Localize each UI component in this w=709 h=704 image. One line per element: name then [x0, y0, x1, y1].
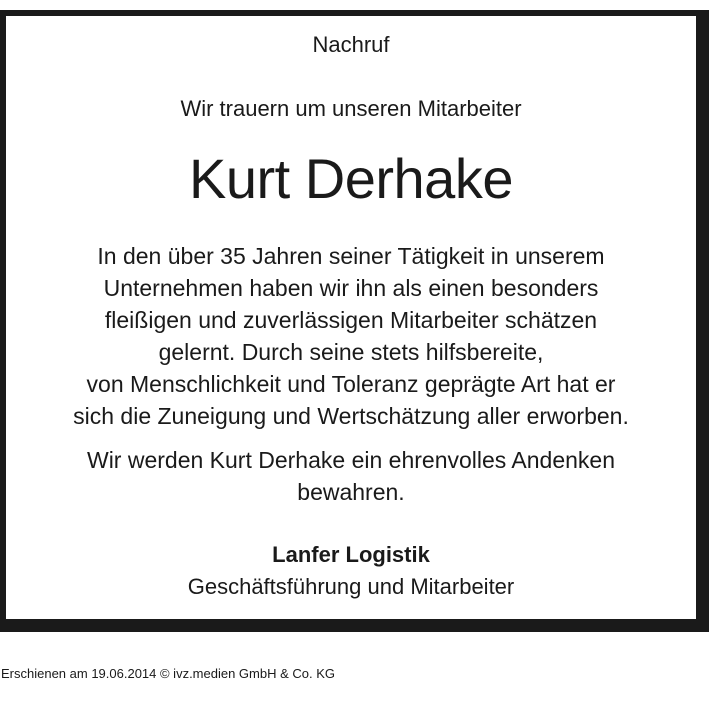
- body-line: sich die Zuneigung und Wertschätzung aller erworben.: [73, 403, 629, 429]
- publication-footer: Erschienen am 19.06.2014 © ivz.medien GmbH & Co. KG: [1, 666, 336, 681]
- company-name: Lanfer Logistik: [272, 542, 430, 567]
- closing-line: Wir werden Kurt Derhake ein ehrenvolles Andenken: [86, 447, 615, 473]
- signature-line: Geschäftsführung und Mitarbeiter: [187, 574, 515, 599]
- body-line: In den über 35 Jahren seiner Tätigkeit in unserem: [97, 243, 605, 269]
- body-line: gelernt. Durch seine stets hilfsbereite,: [158, 339, 544, 365]
- notice-heading: Nachruf: [312, 32, 390, 57]
- body-line: von Menschlichkeit und Toleranz geprägte Art hat er: [86, 371, 616, 397]
- body-line: Unternehmen haben wir ihn als einen besonders: [103, 275, 599, 301]
- deceased-name: Kurt Derhake: [189, 147, 513, 210]
- body-line: fleißigen und zuverlässigen Mitarbeiter schätzen: [104, 307, 598, 333]
- obituary-notice: [0, 10, 709, 632]
- notice-closing: [6, 444, 696, 508]
- notice-intro: Wir trauern um unseren Mitarbeiter: [180, 96, 522, 121]
- notice-body: [6, 240, 696, 432]
- closing-line: bewahren.: [297, 479, 405, 505]
